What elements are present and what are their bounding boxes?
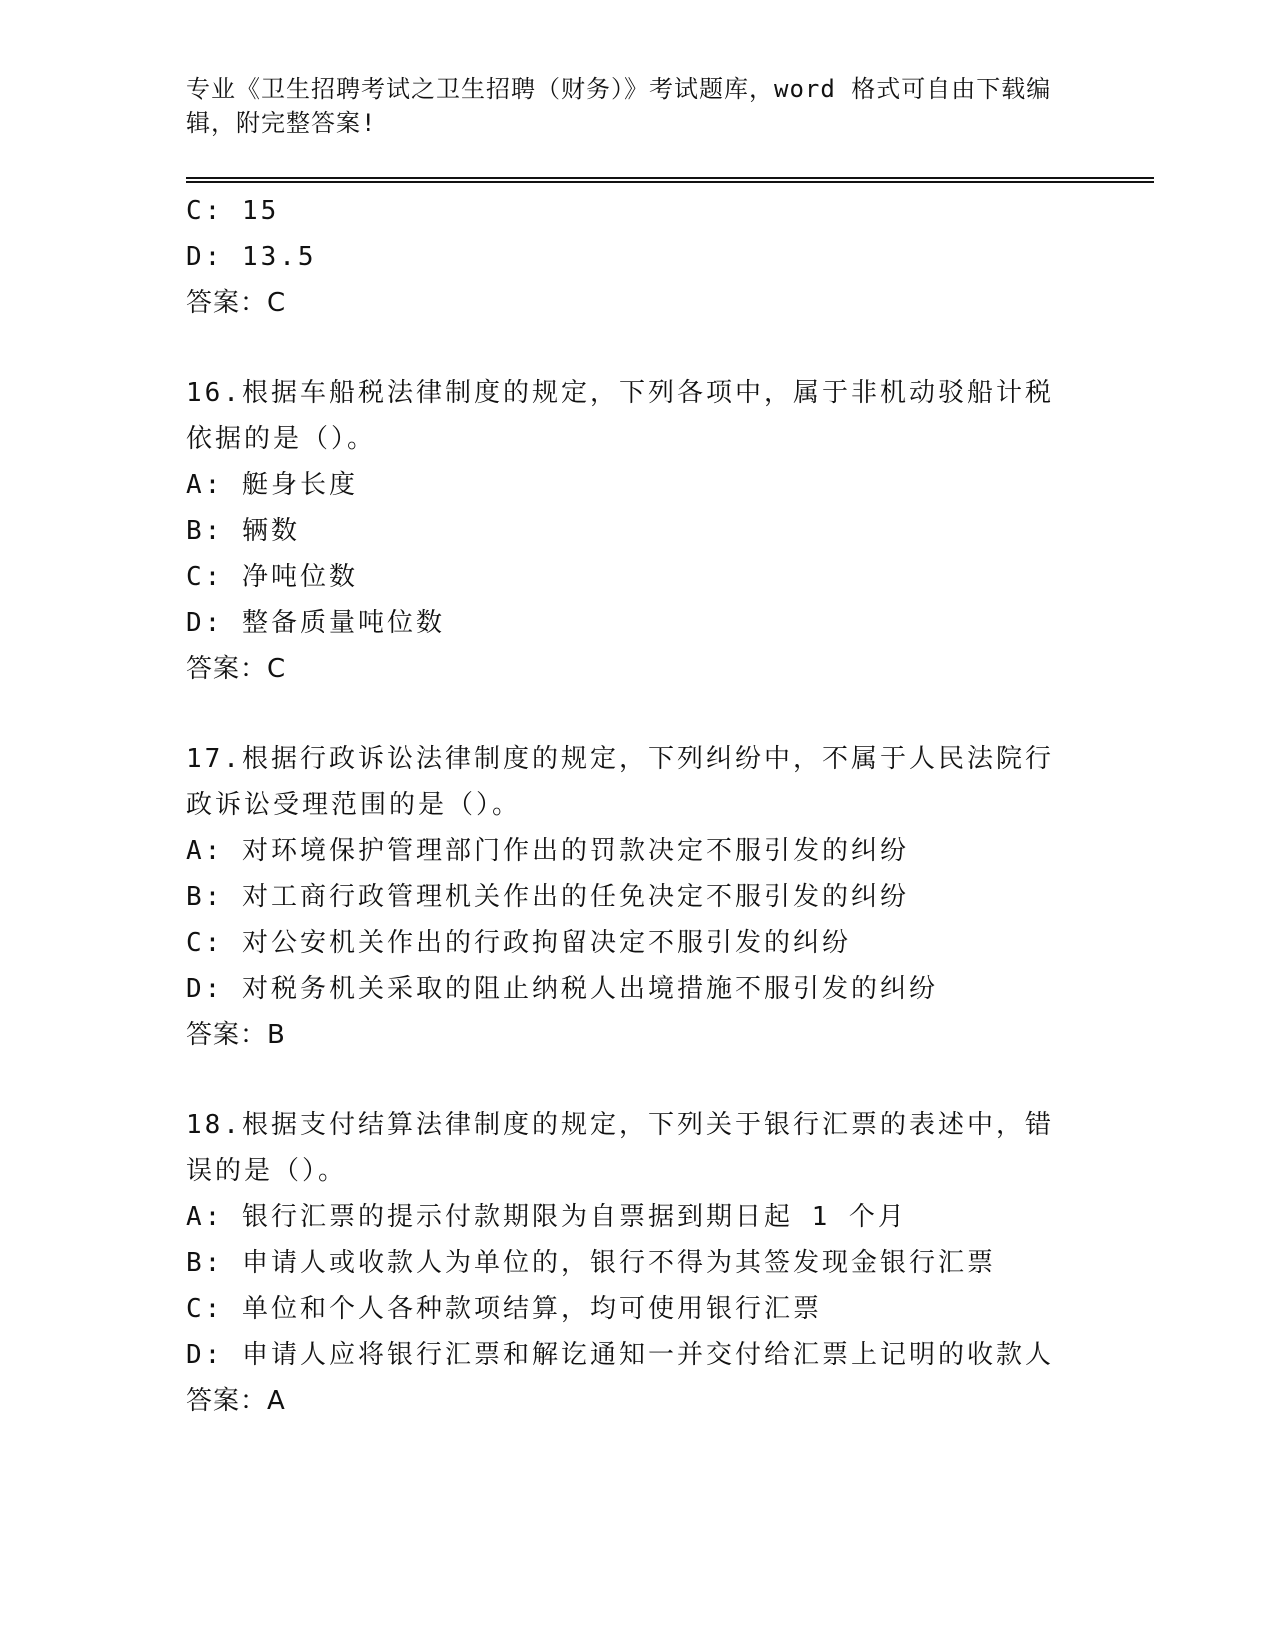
option-b: B: 辆数 — [186, 516, 300, 546]
question-text: 17.根据行政诉讼法律制度的规定，下列纠纷中，不属于人民法院行政诉讼受理范围的是（）。 — [186, 744, 1054, 820]
option-d: D: 申请人应将银行汇票和解讫通知一并交付给汇票上记明的收款人 — [186, 1340, 1054, 1370]
option-a: A: 银行汇票的提示付款期限为自票据到期日起 1 个月 — [186, 1202, 907, 1232]
page-header: 专业《卫生招聘考试之卫生招聘（财务）》考试题库，word 格式可自由下载编辑，附完整答案! — [186, 75, 1052, 137]
question-17 — [186, 736, 1076, 1058]
header-rule-bottom — [186, 181, 1154, 183]
option-b: B: 对工商行政管理机关作出的任免决定不服引发的纠纷 — [186, 882, 909, 912]
option-a: A: 艇身长度 — [186, 470, 358, 500]
answer-line: 答案：B — [186, 1020, 286, 1050]
option-a: A: 对环境保护管理部门作出的罚款决定不服引发的纠纷 — [186, 836, 909, 866]
option-d: D: 13.5 — [186, 242, 317, 272]
question-text: 18.根据支付结算法律制度的规定，下列关于银行汇票的表述中，错误的是（）。 — [186, 1110, 1054, 1186]
question-list — [186, 188, 1076, 1424]
option-c: C: 净吨位数 — [186, 562, 358, 592]
question-text: 16.根据车船税法律制度的规定，下列各项中，属于非机动驳船计税依据的是（）。 — [186, 378, 1054, 454]
spacer — [186, 326, 1076, 370]
question-18 — [186, 1102, 1076, 1424]
answer-line: 答案：A — [186, 1386, 286, 1416]
option-c: C: 单位和个人各种款项结算，均可使用银行汇票 — [186, 1294, 822, 1324]
option-b: B: 申请人或收款人为单位的，银行不得为其签发现金银行汇票 — [186, 1248, 996, 1278]
option-c: C: 对公安机关作出的行政拘留决定不服引发的纠纷 — [186, 928, 851, 958]
answer-line: 答案：C — [186, 654, 287, 684]
answer-line: 答案：C — [186, 288, 287, 318]
option-d: D: 整备质量吨位数 — [186, 608, 445, 638]
header-rule-top — [186, 177, 1154, 179]
question-16 — [186, 370, 1076, 692]
spacer — [186, 692, 1076, 736]
option-d: D: 对税务机关采取的阻止纳税人出境措施不服引发的纠纷 — [186, 974, 938, 1004]
spacer — [186, 1058, 1076, 1102]
option-c: C: 15 — [186, 196, 280, 226]
prev-question-block — [186, 188, 1076, 326]
